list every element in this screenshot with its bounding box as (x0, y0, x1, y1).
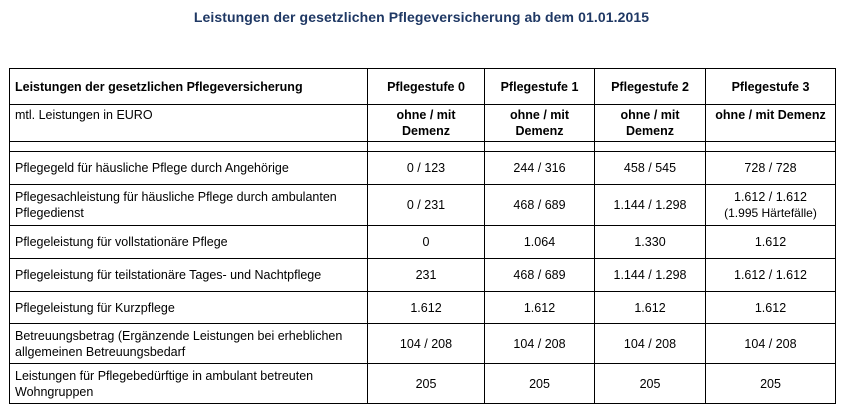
value-cell: 1.064 (485, 226, 595, 259)
units-cell: ohne / mit Demenz (706, 105, 836, 142)
value-cell: 205 (595, 364, 706, 404)
spacer-cell (10, 142, 368, 152)
units-cell: ohne / mit Demenz (595, 105, 706, 142)
row-label: Pflegeleistung für teilstationäre Tages- und Nachtpflege (10, 259, 368, 292)
header-cell-pflegestufe-0: Pflegestufe 0 (368, 69, 485, 105)
row-label: Pflegegeld für häusliche Pflege durch Angehörige (10, 152, 368, 185)
header-cell-pflegestufe-1: Pflegestufe 1 (485, 69, 595, 105)
row-label: Pflegesachleistung für häusliche Pflege durch ambulanten Pflegedienst (10, 185, 368, 226)
table-row (10, 185, 836, 226)
row-label: Pflegeleistung für vollstationäre Pflege (10, 226, 368, 259)
value-cell: 244 / 316 (485, 152, 595, 185)
value-cell: 1.144 / 1.298 (595, 259, 706, 292)
value-cell: 205 (368, 364, 485, 404)
value-cell-with-note (706, 185, 836, 226)
row-label: Leistungen für Pflegebedürftige in ambulant betreuten Wohngruppen (10, 364, 368, 404)
spacer-cell (368, 142, 485, 152)
value-cell: 104 / 208 (706, 324, 836, 364)
value-cell: 0 / 123 (368, 152, 485, 185)
spacer-cell (706, 142, 836, 152)
value-cell: 104 / 208 (595, 324, 706, 364)
value-cell: 1.612 (485, 292, 595, 324)
value-cell: 1.612 (706, 226, 836, 259)
table-header-row (10, 69, 836, 105)
value-cell: 1.612 (706, 292, 836, 324)
table-row (10, 364, 836, 404)
row-label: Pflegeleistung für Kurzpflege (10, 292, 368, 324)
table-row (10, 324, 836, 364)
row-label: Betreuungsbetrag (Ergänzende Leistungen bei erheblichen allgemeinen Betreuungsbedarf (10, 324, 368, 364)
value-cell: 1.612 / 1.612 (706, 259, 836, 292)
value-cell: 458 / 545 (595, 152, 706, 185)
value-cell: 1.612 (595, 292, 706, 324)
value-cell: 104 / 208 (368, 324, 485, 364)
units-cell: ohne / mit Demenz (368, 105, 485, 142)
value-cell: 1.144 / 1.298 (595, 185, 706, 226)
value-cell: 728 / 728 (706, 152, 836, 185)
spacer-cell (595, 142, 706, 152)
value-cell: 231 (368, 259, 485, 292)
hardship-note: (1.995 Härtefälle) (724, 206, 817, 220)
value-cell: 104 / 208 (485, 324, 595, 364)
header-cell-category: Leistungen der gesetzlichen Pflegeversicherung (10, 69, 368, 105)
header-cell-pflegestufe-2: Pflegestufe 2 (595, 69, 706, 105)
table-row (10, 152, 836, 185)
value-cell: 0 / 231 (368, 185, 485, 226)
value-cell: 205 (706, 364, 836, 404)
value-cell: 1.612 (368, 292, 485, 324)
units-cell: ohne / mit Demenz (485, 105, 595, 142)
table-row (10, 226, 836, 259)
header-cell-pflegestufe-3: Pflegestufe 3 (706, 69, 836, 105)
value-cell: 468 / 689 (485, 185, 595, 226)
spacer-cell (485, 142, 595, 152)
value-cell: 1.330 (595, 226, 706, 259)
table-row-units (10, 105, 836, 142)
benefits-table (9, 68, 836, 404)
value-text: 1.612 / 1.612 (734, 190, 807, 204)
value-cell: 468 / 689 (485, 259, 595, 292)
table-spacer-row (10, 142, 836, 152)
table-row (10, 292, 836, 324)
value-cell: 205 (485, 364, 595, 404)
units-label: mtl. Leistungen in EURO (10, 105, 368, 142)
table-row (10, 259, 836, 292)
value-cell: 0 (368, 226, 485, 259)
page-title: Leistungen der gesetzlichen Pflegeversicherung ab dem 01.01.2015 (193, 9, 650, 25)
